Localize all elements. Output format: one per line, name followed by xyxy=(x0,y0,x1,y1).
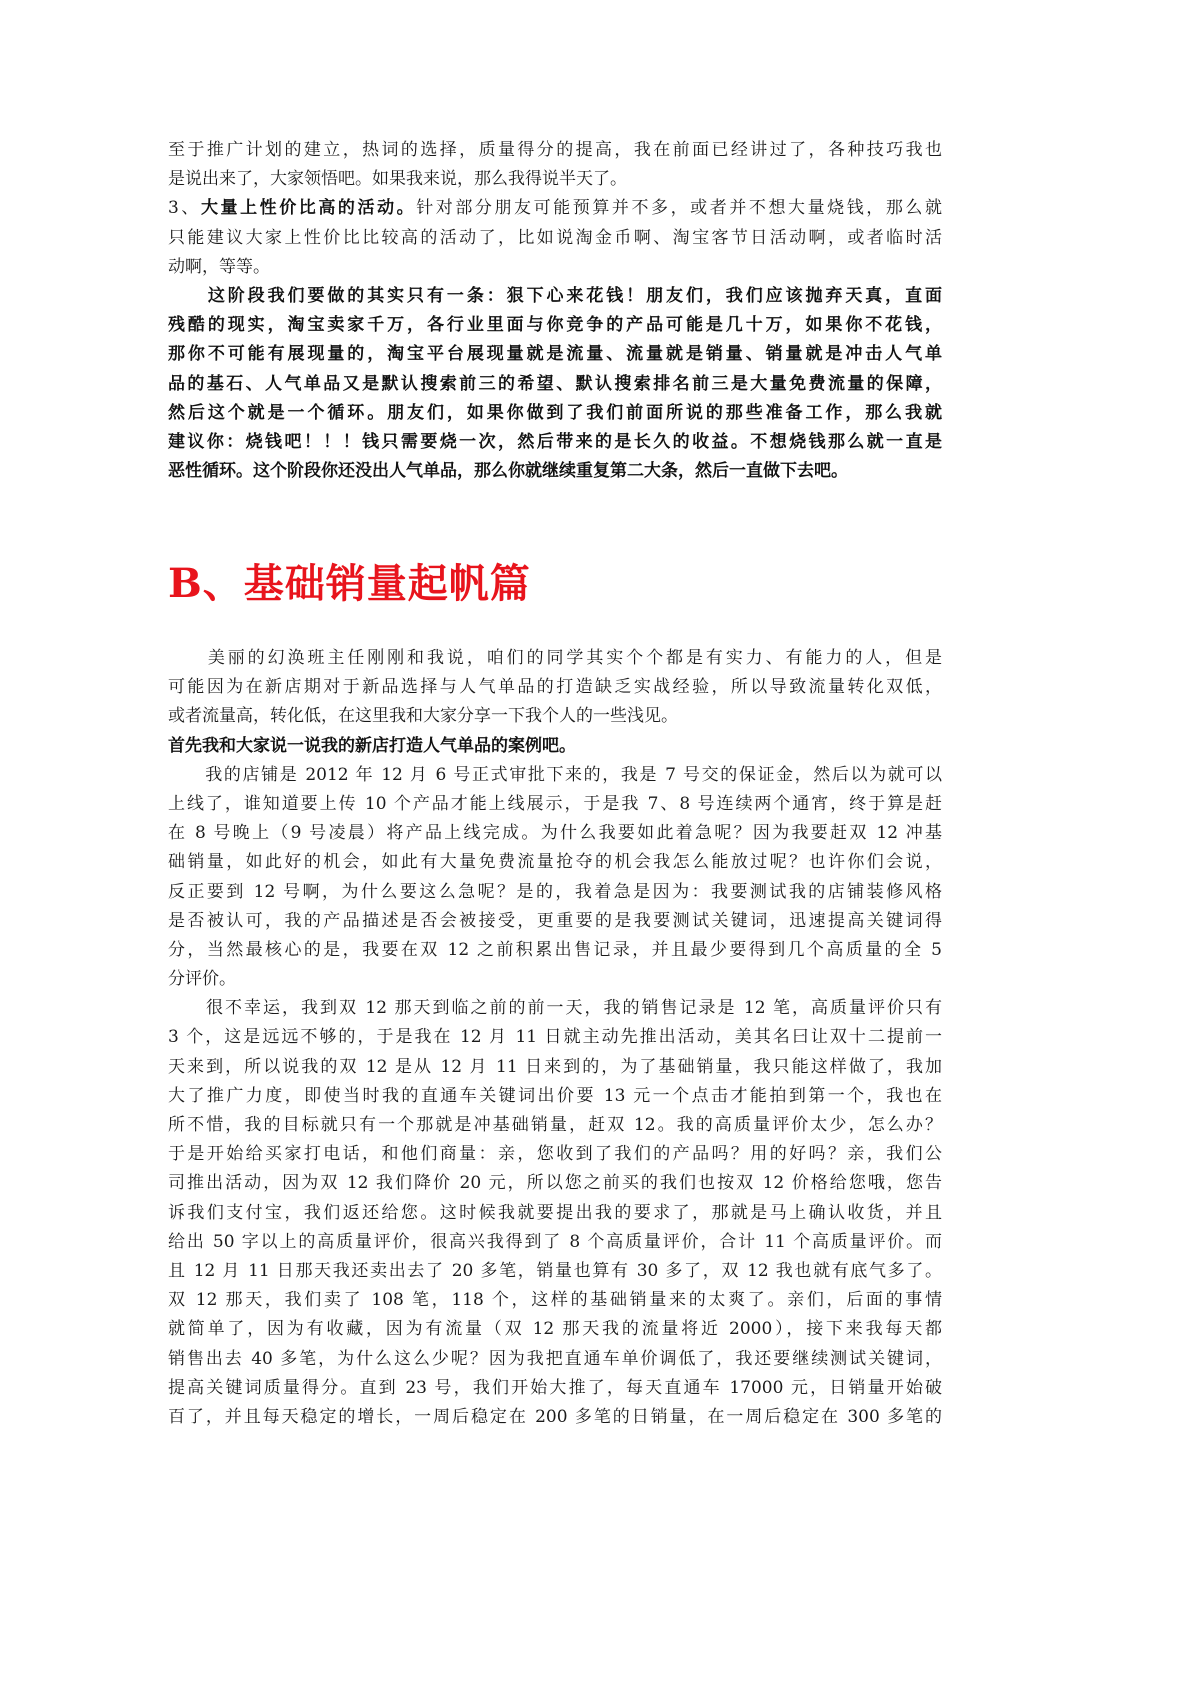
text-line: 给出 50 字以上的高质量评价，很高兴我得到了 8 个高质量评价，合计 11 个高质量评价。而 xyxy=(168,1231,942,1252)
text-line: 恶性循环。这个阶段你还没出人气单品，那么你就继续重复第二大条，然后一直做下去吧。 xyxy=(168,461,848,482)
text-line: 品的基石、人气单品又是默认搜索前三的希望、默认搜索排名前三是大量免费流量的保障， xyxy=(168,373,942,394)
text-line: 建议你：烧钱吧！！！钱只需要烧一次，然后带来的是长久的收益。不想烧钱那么就一直是 xyxy=(168,431,942,452)
text-line: 所不惜，我的目标就只有一个那就是冲基础销量，赶双 12。我的高质量评价太少，怎么办？ xyxy=(168,1115,942,1135)
text-line: 分评价。 xyxy=(168,969,236,990)
bold-text: 大量上性价比高的活动。 xyxy=(200,198,417,219)
paragraph xyxy=(168,761,942,995)
text-line: 础销量，如此好的机会，如此有大量免费流量抢夺的机会我怎么能放过呢？也许你们会说， xyxy=(168,852,942,873)
text-line: 残酷的现实，淘宝卖家千万，各行业里面与你竞争的产品可能是几十万，如果你不花钱， xyxy=(168,315,942,336)
text-line: 那你不可能有展现量的，淘宝平台展现量就是流量、流量就是销量、销量就是冲击人气单 xyxy=(168,344,942,365)
paragraph xyxy=(168,994,942,1432)
bold-paragraph xyxy=(168,732,942,761)
text-line: 这阶段我们要做的其实只有一条：狠下心来花钱！朋友们，我们应该抛弃天真，直面 xyxy=(168,285,942,306)
text-line: 提高关键词质量得分。直到 23 号，我们开始大推了，每天直通车 17000 元，日销量开始破 xyxy=(168,1377,942,1398)
text-line: 反正要到 12 号啊，为什么要这么急呢？是的，我着急是因为：我要测试我的店铺装修风格 xyxy=(168,881,942,902)
text-line: 分，当然最核心的是，我要在双 12 之前积累出售记录，并且最少要得到几个高质量的全 5 xyxy=(168,939,942,960)
text-line: 至于推广计划的建立，热词的选择，质量得分的提高，我在前面已经讲过了，各种技巧我也 xyxy=(168,140,942,160)
text-line: 司推出活动，因为双 12 我们降价 20 元，所以您之前买的我们也按双 12 价格给您哦，您告 xyxy=(168,1173,942,1194)
text-line: 或者流量高，转化低，在这里我和大家分享一下我个人的一些浅见。 xyxy=(168,706,678,727)
text-line: 很不幸运，我到双 12 那天到临之前的前一天，我的销售记录是 12 笔，高质量评价只有 xyxy=(168,998,942,1019)
document-body-part1 xyxy=(168,136,942,486)
text-line: 是否被认可，我的产品描述是否会被接受，更重要的是我要测试关键词，迅速提高关键词得 xyxy=(168,910,942,931)
text-line: 且 12 月 11 日那天我还卖出去了 20 多笔，销量也算有 30 多了，双 12 我也就有底气多了。 xyxy=(168,1260,942,1281)
text-line: 是说出来了，大家领悟吧。如果我来说，那么我得说半天了。 xyxy=(168,169,627,190)
text-line: 天来到，所以说我的双 12 是从 12 月 11 日来到的，为了基础销量，我只能这样做了，我加 xyxy=(168,1056,942,1077)
text-line: 就简单了，因为有收藏，因为有流量（双 12 那天我的流量将近 2000），接下来我每天都 xyxy=(168,1319,942,1340)
text-line: 美丽的幻涣班主任刚刚和我说，咱们的同学其实个个都是有实力、有能力的人，但是 xyxy=(168,648,942,668)
text-line: 双 12 那天，我们卖了 108 笔，118 个，这样的基础销量来的太爽了。亲们，后面的事情 xyxy=(168,1290,942,1311)
text-line: 首先我和大家说一说我的新店打造人气单品的案例吧。 xyxy=(168,735,576,756)
text-line: 动啊，等等。 xyxy=(168,256,270,277)
text-line: 只能建议大家上性价比比较高的活动了，比如说淘金币啊、淘宝客节日活动啊，或者临时活 xyxy=(168,227,942,248)
text-line: 销售出去 40 多笔，为什么这么少呢？因为我把直通车单价调低了，我还要继续测试关键词， xyxy=(168,1348,942,1369)
document-body-part2 xyxy=(168,644,942,1432)
text-line: 可能因为在新店期对于新品选择与人气单品的打造缺乏实战经验，所以导致流量转化双低， xyxy=(168,677,942,698)
paragraph xyxy=(168,136,942,194)
text-line: 然后这个就是一个循环。朋友们，如果你做到了我们前面所说的那些准备工作，那么我就 xyxy=(168,402,942,423)
text-line: 我的店铺是 2012 年 12 月 6 号正式审批下来的，我是 7 号交的保证金，然后以为就可以 xyxy=(168,764,942,785)
text-line: 于是开始给买家打电话，和他们商量：亲，您收到了我们的产品吗？用的好吗？亲，我们公 xyxy=(168,1144,942,1165)
text-line: 百了，并且每天稳定的增长，一周后稳定在 200 多笔的日销量，在一周后稳定在 300 多笔的 xyxy=(168,1406,942,1427)
paragraph xyxy=(168,194,942,282)
bold-paragraph xyxy=(168,282,942,486)
text-segment: 3、 xyxy=(168,198,201,219)
text-line: 上线了，谁知道要上传 10 个产品才能上线展示，于是我 7、8 号连续两个通宵，终于算是赶 xyxy=(168,793,942,814)
paragraph xyxy=(168,644,942,732)
text-line: 3 个，这是远远不够的，于是我在 12 月 11 日就主动先推出活动，美其名曰让双十二提前一 xyxy=(168,1027,942,1048)
text-line: 在 8 号晚上（9 号凌晨）将产品上线完成。为什么我要如此着急呢？因为我要赶双 12 冲基 xyxy=(168,823,942,844)
text-line xyxy=(168,194,942,223)
text-line: 大了推广力度，即使当时我的直通车关键词出价要 13 元一个点击才能拍到第一个，我也在 xyxy=(168,1085,942,1106)
text-line: 诉我们支付宝，我们返还给您。这时候我就要提出我的要求了，那就是马上确认收货，并且 xyxy=(168,1202,942,1223)
section-heading: B、基础销量起帆篇 xyxy=(168,560,531,607)
text-segment: 针对部分朋友可能预算并不多，或者并不想大量烧钱，那么就 xyxy=(416,198,942,219)
